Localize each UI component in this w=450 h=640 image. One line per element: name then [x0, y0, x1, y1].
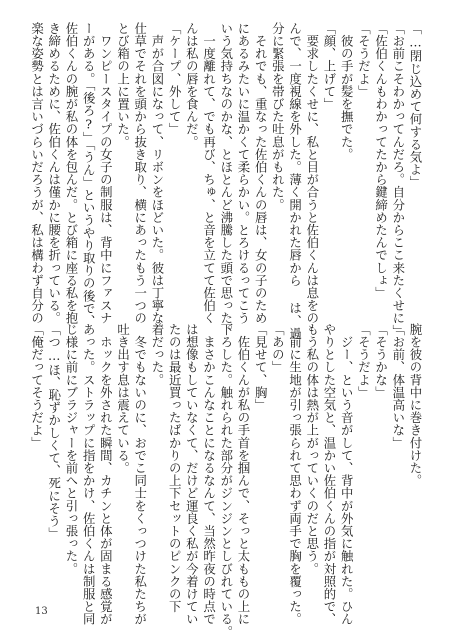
- text-line: 前に生地が引っ張られて思わず両手で胸を覆った。: [287, 323, 303, 626]
- text-line: じ様に前にブラジャーを前へと引っ張った。: [63, 323, 79, 575]
- text-line: 「そうかな」: [373, 323, 389, 399]
- text-line: 「お前、体温高いな」: [390, 323, 406, 449]
- text-line: 下ろした。触れられた部分がジンジンとしびれている。: [218, 323, 234, 638]
- text-line: にあるみたいに温かくて柔らかい。とろけるってこう: [235, 22, 251, 325]
- text-line: 「お前こそわかってんだろ。自分からここ来たくせに」: [390, 22, 406, 337]
- text-line: ジー、という音がして、背中が外気に触れた。ひん: [339, 323, 355, 626]
- text-line: 佐伯くんが私の手首を掴んで、そっと太ももの上に: [235, 323, 251, 626]
- text-line: 一度離れて、でも再び、ちゅ、と音を立てて佐伯く: [201, 22, 217, 325]
- text-line: まさかこんなことになるなんて、当然昨夜の時点で: [201, 323, 217, 626]
- text-line: 分に緊張を帯びた吐息がもれた。: [270, 22, 286, 211]
- text-line: 「そうだよ」: [356, 22, 372, 98]
- text-line: んは私の唇を食んだ。: [184, 22, 200, 148]
- text-line: ホックを外された瞬間、カチンと体が固まる感覚が: [98, 323, 114, 626]
- text-line: 「見せて、胸」: [253, 323, 269, 412]
- text-line: は想像もしていなくて、だけど運良く私が今着けてい: [184, 323, 200, 626]
- text-line: もう私の体は熱が上がっていくのだと思う。: [304, 323, 320, 575]
- text-line: 「佐伯くんもわかってたから鍵締めたんでしょ」: [373, 22, 389, 300]
- text-line: 「あの」: [270, 323, 286, 374]
- text-line: いう気持ちなのかな、とほとんど沸騰した頭で思った。: [218, 22, 234, 337]
- text-line: 仕草でそれを頭から抜き取り、横にあったもう一つの: [132, 22, 148, 325]
- text-line: んで、一度視線を外した。薄く開かれた唇から は、過: [287, 22, 303, 340]
- text-line: 「…閉じ込めて何する気よ」: [408, 22, 423, 189]
- text-line: ーがある。「後ろ?」「うん」というやり取りの後で、: [81, 22, 97, 328]
- text-line: 彼の手が髪を撫でた。: [339, 22, 355, 161]
- text-line: 「顔、上げて」: [321, 22, 337, 111]
- upper-text-block: [24, 22, 424, 340]
- text-line: 着だった。: [149, 323, 165, 386]
- text-line: やりとした空気と、温かい佐伯くんの指が対照的で、: [321, 323, 337, 626]
- text-line: 「つ…ほ、恥ずかしくて、死にそう」: [46, 323, 62, 540]
- text-line: 「ケープ、外して」: [167, 22, 183, 136]
- page-number: 13: [35, 606, 48, 617]
- text-line: 腕を彼の背中に巻き付けた。: [408, 323, 423, 487]
- text-line: とび箱の上に置いた。: [115, 22, 131, 148]
- text-line: 冬でもないのに、おでこ同士をくっつけた私たちが: [132, 323, 148, 626]
- text-line: たのは最近買ったばかりの上下セットのピンクの下: [167, 323, 183, 613]
- text-line: 「そうだよ」: [356, 323, 372, 399]
- text-line: 要求したくせに、私と目が合うと佐伯くんは息をの: [304, 22, 320, 325]
- text-line: 吐き出す息は震えている。: [115, 323, 131, 475]
- text-line: あった。ストラップに指をかけ、佐伯くんは制服と同: [81, 323, 97, 626]
- text-line: き締めるために、佐伯くんは僅かに腰を折っている。: [46, 22, 62, 325]
- text-line: それでも、重なった佐伯くんの唇は、女の子のため: [253, 22, 269, 325]
- text-line: 声が合図になって、リボンをほどいた。彼は丁寧な: [149, 22, 165, 325]
- text-line: 「俺だってそうだよ」: [29, 323, 45, 449]
- text-line: ワンピースタイプの女子の制服は、背中にファスナ: [98, 22, 114, 325]
- text-line: 楽な姿勢とは言いづらいだろうが、私は構わず自分の: [29, 22, 45, 325]
- text-line: 佐伯くんの腕が私の体を包んだ。とび箱に座る私を抱: [63, 22, 79, 325]
